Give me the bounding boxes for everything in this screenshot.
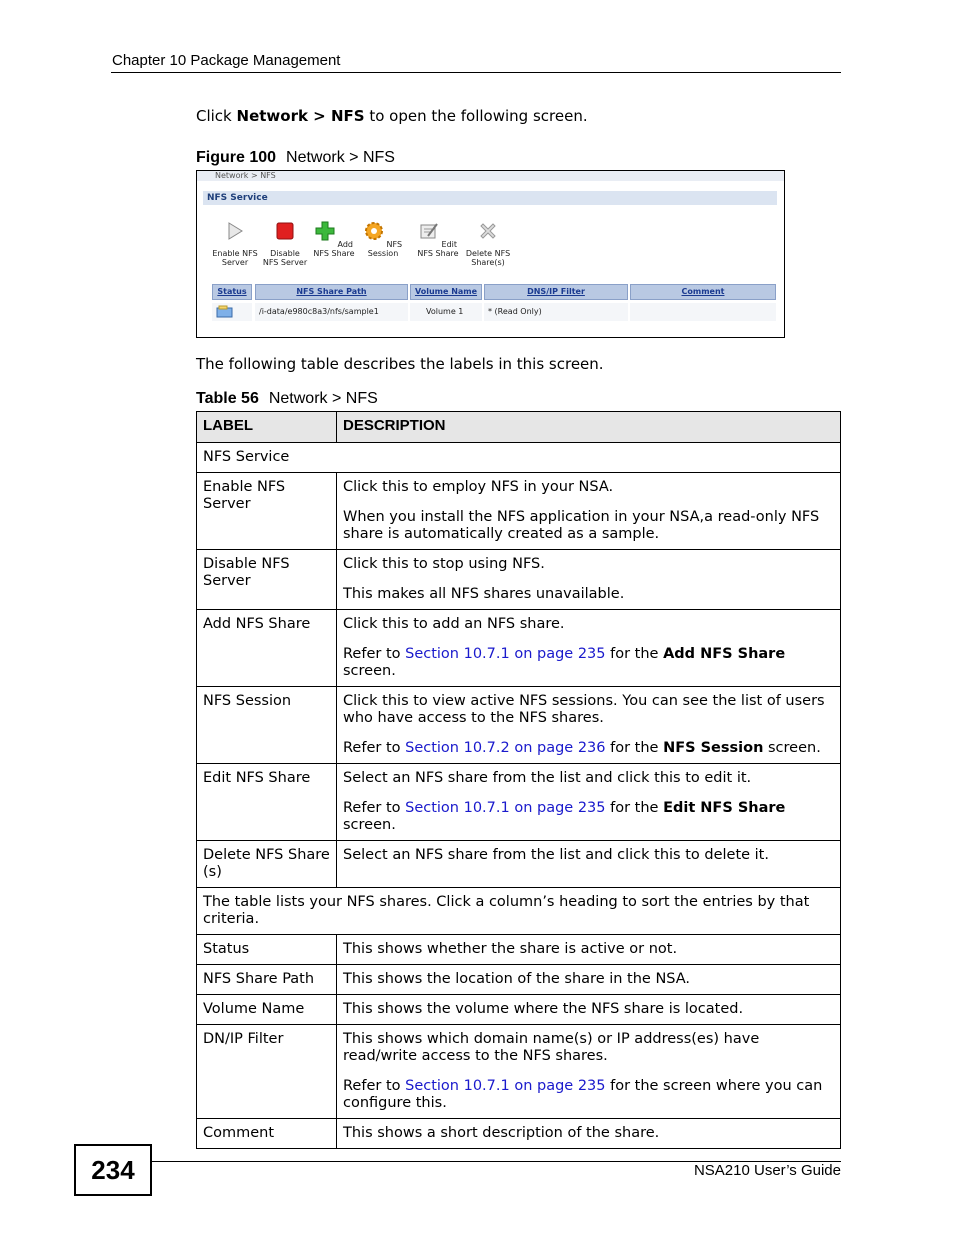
header-description: DESCRIPTION — [337, 412, 841, 443]
plus-icon — [315, 221, 335, 241]
table-caption: Table 56 Network > NFS — [196, 390, 378, 407]
table-row: NFS Share Path This shows the location of the share in the NSA. — [197, 965, 841, 995]
header-label: LABEL — [197, 412, 337, 443]
table-row: NFS Service — [197, 443, 841, 473]
section-link[interactable]: Section 10.7.2 on page 236 — [405, 740, 606, 756]
col-nfs-share-path[interactable]: NFS Share Path — [255, 284, 408, 300]
table-row: Comment This shows a short description of the share. — [197, 1119, 841, 1149]
section-link[interactable]: Section 10.7.1 on page 235 — [405, 800, 606, 816]
add-nfs-share-button[interactable]: Add NFS Share — [311, 221, 357, 258]
chapter-header: Chapter 10 Package Management — [112, 52, 341, 69]
share-status-icon — [216, 305, 234, 319]
edit-nfs-share-button[interactable]: Edit NFS Share — [415, 221, 461, 258]
section-link[interactable]: Section 10.7.1 on page 235 — [405, 1078, 606, 1094]
edit-icon — [419, 221, 439, 241]
table-row: NFS Session Click this to view active NFS sessions. You can see the list of users who have access to the NFS shares. Refer to Section 10.7.2 on page 236 for the NFS Session screen. — [197, 687, 841, 764]
nfs-session-button[interactable]: NFS Session — [360, 221, 406, 258]
row-status — [212, 303, 252, 321]
header-rule — [111, 72, 841, 73]
guide-title: NSA210 User’s Guide — [693, 1162, 841, 1179]
page-number: 234 — [74, 1144, 152, 1196]
enable-nfs-server-button[interactable]: Enable NFS Server — [212, 221, 258, 267]
row-comment — [630, 303, 776, 321]
table-row: DN/IP Filter This shows which domain name(s) or IP address(es) have read/write access to the NFS shares. Refer to Section 10.7.1 on page 235 for the screen where you can configure this. — [197, 1025, 841, 1119]
table-row: Add NFS Share Click this to add an NFS share. Refer to Section 10.7.1 on page 235 for the Add NFS Share screen. — [197, 610, 841, 687]
table-row: The table lists your NFS shares. Click a column’s heading to sort the entries by that criteria. — [197, 888, 841, 935]
col-volume-name[interactable]: Volume Name — [410, 284, 482, 300]
table-row: Disable NFS Server Click this to stop using NFS. This makes all NFS shares unavailable. — [197, 550, 841, 610]
row-share-path: /i-data/e980c8a3/nfs/sample1 — [255, 303, 408, 321]
col-comment[interactable]: Comment — [630, 284, 776, 300]
intro-paragraph: Click Network > NFS to open the following screen. — [196, 107, 588, 125]
col-dns-ip-filter[interactable]: DNS/IP Filter — [484, 284, 628, 300]
table-row: Status This shows whether the share is active or not. — [197, 935, 841, 965]
col-status[interactable]: Status — [212, 284, 252, 300]
row-filter: * (Read Only) — [484, 303, 628, 321]
screen-breadcrumb: Network > NFS — [197, 171, 784, 181]
disable-nfs-server-button[interactable]: Disable NFS Server — [262, 221, 308, 267]
labels-table — [196, 411, 841, 1149]
stop-icon — [275, 221, 295, 241]
section-link[interactable]: Section 10.7.1 on page 235 — [405, 646, 606, 662]
table-row: Delete NFS Share (s) Select an NFS share from the list and click this to delete it. — [197, 841, 841, 888]
gear-icon — [364, 221, 384, 241]
figure-caption: Figure 100 Network > NFS — [196, 149, 395, 166]
delete-icon — [478, 221, 498, 241]
table-row: Enable NFS Server Click this to employ NFS in your NSA. When you install the NFS application in your NSA,a read-only NFS share is automatically created as a sample. — [197, 473, 841, 550]
play-icon — [225, 221, 245, 241]
nfs-screenshot — [196, 170, 785, 338]
table-row: Volume Name This shows the volume where the NFS share is located. — [197, 995, 841, 1025]
lead-paragraph: The following table describes the labels in this screen. — [196, 355, 604, 373]
table-row: Edit NFS Share Select an NFS share from the list and click this to edit it. Refer to Section 10.7.1 on page 235 for the Edit NFS Share screen. — [197, 764, 841, 841]
delete-nfs-share-button[interactable]: Delete NFS Share(s) — [465, 221, 511, 267]
row-volume: Volume 1 — [410, 303, 482, 321]
nfs-service-bar: NFS Service — [203, 191, 777, 205]
